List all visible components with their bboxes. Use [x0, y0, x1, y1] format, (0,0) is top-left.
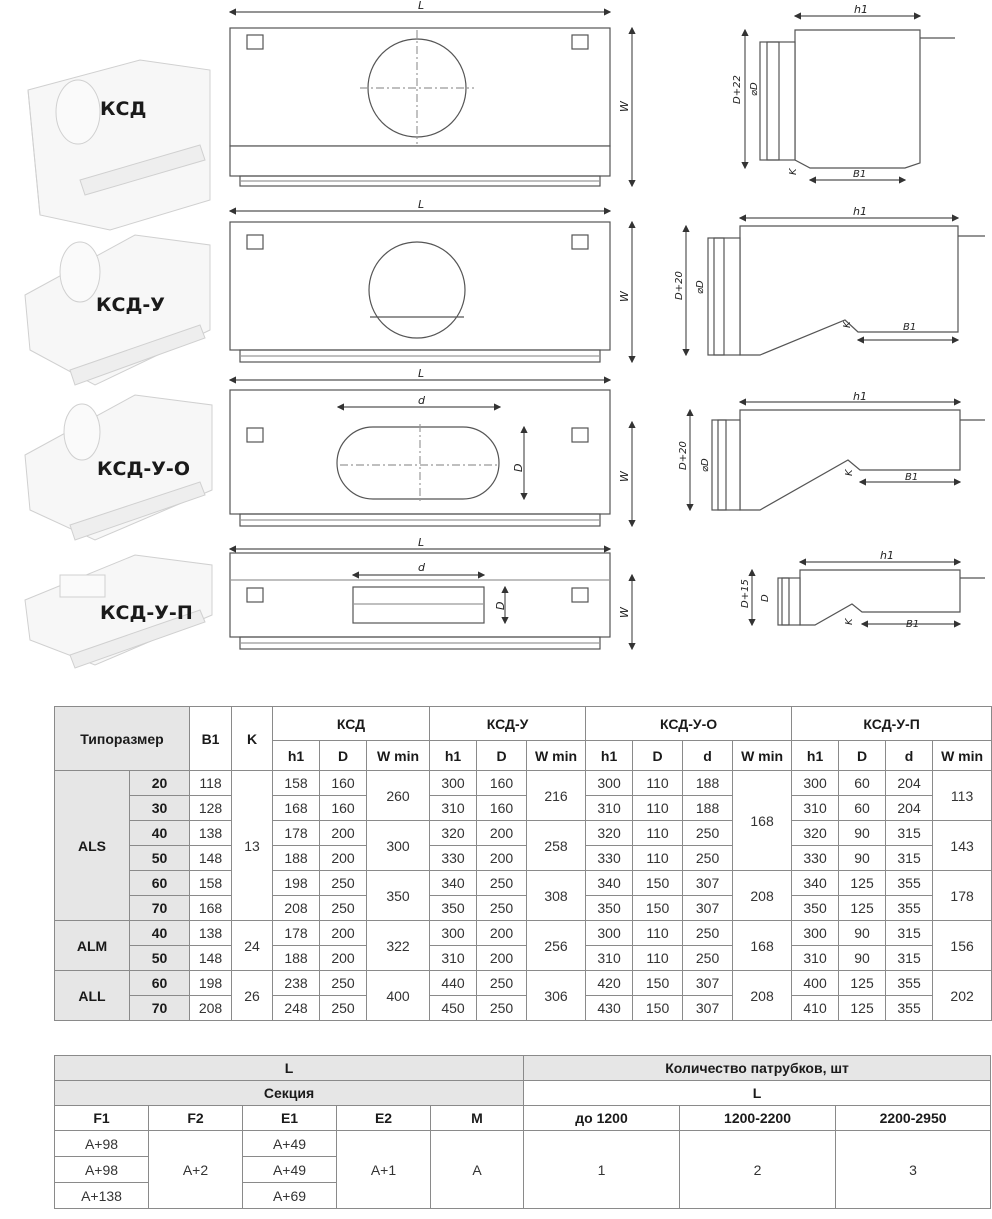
subheader: D — [477, 741, 527, 771]
section-header-L: L — [55, 1056, 524, 1081]
p-h1-cell: 310 — [792, 946, 839, 971]
p-d-cell: 90 — [839, 821, 886, 846]
p-h1-cell: 340 — [792, 871, 839, 896]
ksd-u-p-d-label: d — [418, 561, 425, 574]
ksd-d-cell: 200 — [320, 921, 367, 946]
ksd-u-p-L-label: L — [418, 536, 425, 549]
o-wmin-cell: 168 — [733, 921, 792, 971]
ksd-u-o-Dplus-label: D+20 — [678, 441, 689, 470]
u-h1-cell: 300 — [430, 921, 477, 946]
e1-cell: A+69 — [243, 1183, 337, 1209]
ksd-u-p-side-view — [752, 562, 985, 625]
ksd-u-top-view — [230, 211, 632, 362]
size-cell: 70 — [130, 996, 190, 1021]
series-cell: ALL — [55, 971, 130, 1021]
ksd-B1-label: B1 — [853, 169, 867, 180]
u-wmin-cell: 308 — [527, 871, 586, 921]
section-table — [54, 1055, 991, 1209]
size-cell: 50 — [130, 946, 190, 971]
o-dd-cell: 307 — [683, 871, 733, 896]
header-k: K — [232, 707, 273, 771]
ksd-u-p-D-label: D — [494, 601, 507, 610]
col-e2: E2 — [337, 1106, 431, 1131]
subheader: D — [320, 741, 367, 771]
series-cell: ALM — [55, 921, 130, 971]
count-cell: 1 — [524, 1131, 680, 1209]
table-row — [55, 996, 992, 1021]
p-h1-cell: 310 — [792, 796, 839, 821]
ksd-h1-cell: 188 — [273, 846, 320, 871]
size-cell: 20 — [130, 771, 190, 796]
o-h1-cell: 300 — [586, 771, 633, 796]
o-h1-cell: 300 — [586, 921, 633, 946]
o-h1-cell: 310 — [586, 946, 633, 971]
f1-cell: A+98 — [55, 1157, 149, 1183]
header-group-ksd-u: КСД-У — [430, 707, 586, 741]
ksd-u-p-Dplus-label: D+15 — [740, 579, 751, 608]
p-dd-cell: 204 — [886, 796, 933, 821]
product-label-ksd-u-p: КСД-У-П — [100, 602, 193, 624]
o-h1-cell: 330 — [586, 846, 633, 871]
ksd-h1-cell: 188 — [273, 946, 320, 971]
ksd-u-L-label: L — [418, 198, 425, 211]
ksd-L-label: L — [418, 0, 425, 12]
subheader: h1 — [430, 741, 477, 771]
b1-cell: 168 — [190, 896, 232, 921]
o-h1-cell: 350 — [586, 896, 633, 921]
u-h1-cell: 310 — [430, 946, 477, 971]
table-row — [55, 821, 992, 846]
u-h1-cell: 320 — [430, 821, 477, 846]
p-d-cell: 125 — [839, 971, 886, 996]
o-h1-cell: 320 — [586, 821, 633, 846]
ksd-u-o-W-label: W — [618, 471, 631, 482]
b1-cell: 128 — [190, 796, 232, 821]
u-wmin-cell: 306 — [527, 971, 586, 1021]
k-cell: 26 — [232, 971, 273, 1021]
subheader: h1 — [586, 741, 633, 771]
ksd-d-cell: 160 — [320, 771, 367, 796]
ksd-d-cell: 200 — [320, 846, 367, 871]
o-d-cell: 110 — [633, 771, 683, 796]
p-d-cell: 90 — [839, 921, 886, 946]
ksd-wmin-cell: 260 — [367, 771, 430, 821]
u-h1-cell: 440 — [430, 971, 477, 996]
p-wmin-cell: 178 — [933, 871, 992, 921]
ksd-u-o-B1-label: B1 — [905, 472, 919, 483]
o-dd-cell: 250 — [683, 846, 733, 871]
ksd-u-h1-label: h1 — [853, 205, 867, 218]
u-d-cell: 160 — [477, 771, 527, 796]
size-cell: 60 — [130, 871, 190, 896]
table-row — [55, 796, 992, 821]
p-h1-cell: 300 — [792, 921, 839, 946]
o-wmin-cell: 168 — [733, 771, 792, 871]
u-h1-cell: 330 — [430, 846, 477, 871]
p-d-cell: 60 — [839, 771, 886, 796]
o-d-cell: 110 — [633, 921, 683, 946]
ksd-side-view — [745, 16, 955, 180]
p-d-cell: 125 — [839, 871, 886, 896]
u-wmin-cell: 258 — [527, 821, 586, 871]
col-f2: F2 — [149, 1106, 243, 1131]
subheader: D — [633, 741, 683, 771]
ksd-u-o-D-label: D — [512, 463, 525, 472]
size-cell: 30 — [130, 796, 190, 821]
o-d-cell: 110 — [633, 946, 683, 971]
col-m: M — [431, 1106, 524, 1131]
ksd-u-o-phiD-label: ⌀D — [700, 458, 711, 472]
ksd-u-side-view — [686, 218, 985, 355]
p-wmin-cell: 202 — [933, 971, 992, 1021]
b1-cell: 148 — [190, 946, 232, 971]
e1-cell: A+49 — [243, 1131, 337, 1157]
ksd-wmin-cell: 300 — [367, 821, 430, 871]
p-d-cell: 60 — [839, 796, 886, 821]
ksd-u-o-top-view — [230, 380, 632, 526]
table-row — [55, 921, 992, 946]
ksd-wmin-cell: 322 — [367, 921, 430, 971]
ksd-u-K-label: K — [842, 321, 853, 328]
p-h1-cell: 330 — [792, 846, 839, 871]
col-f1: F1 — [55, 1106, 149, 1131]
e1-cell: A+49 — [243, 1157, 337, 1183]
o-d-cell: 150 — [633, 896, 683, 921]
ksd-d-cell: 250 — [320, 971, 367, 996]
ksd-u-p-phiD-label: D — [760, 594, 771, 602]
header-group-ksd: КСД — [273, 707, 430, 741]
ksd-W-label: W — [618, 101, 631, 112]
product-label-ksd-u-o: КСД-У-О — [97, 458, 190, 480]
p-dd-cell: 355 — [886, 896, 933, 921]
ksd-h1-cell: 178 — [273, 921, 320, 946]
ksd-h1-cell: 208 — [273, 896, 320, 921]
ksd-u-W-label: W — [618, 291, 631, 302]
ksd-h1-cell: 178 — [273, 821, 320, 846]
o-dd-cell: 307 — [683, 896, 733, 921]
count-header-L: L — [524, 1081, 991, 1106]
subheader: d — [886, 741, 933, 771]
u-d-cell: 250 — [477, 996, 527, 1021]
subheader: h1 — [792, 741, 839, 771]
p-d-cell: 90 — [839, 946, 886, 971]
ksd-u-o-L-label: L — [418, 367, 425, 380]
f1-cell: A+98 — [55, 1131, 149, 1157]
ksd-3d-sketch — [28, 60, 210, 230]
u-h1-cell: 340 — [430, 871, 477, 896]
o-dd-cell: 307 — [683, 971, 733, 996]
p-d-cell: 90 — [839, 846, 886, 871]
p-d-cell: 125 — [839, 996, 886, 1021]
o-d-cell: 110 — [633, 821, 683, 846]
ksd-u-Dplus-label: D+20 — [674, 271, 685, 300]
o-h1-cell: 340 — [586, 871, 633, 896]
o-dd-cell: 250 — [683, 921, 733, 946]
ksd-u-p-h1-label: h1 — [880, 549, 894, 562]
o-d-cell: 150 — [633, 971, 683, 996]
table-row — [55, 871, 992, 896]
b1-cell: 158 — [190, 871, 232, 896]
b1-cell: 138 — [190, 821, 232, 846]
ksd-d-cell: 200 — [320, 821, 367, 846]
header-typesize: Типоразмер — [55, 707, 190, 771]
count-cell: 3 — [836, 1131, 991, 1209]
u-d-cell: 200 — [477, 946, 527, 971]
ksd-h1-label: h1 — [854, 3, 868, 16]
table-row — [55, 846, 992, 871]
ksd-u-o-K-label: K — [844, 469, 855, 476]
ksd-d-cell: 250 — [320, 871, 367, 896]
o-d-cell: 110 — [633, 796, 683, 821]
range-2: 1200-2200 — [680, 1106, 836, 1131]
header-group-ksd-u-o: КСД-У-О — [586, 707, 792, 741]
p-wmin-cell: 113 — [933, 771, 992, 821]
ksd-u-p-B1-label: B1 — [906, 619, 920, 630]
header-b1: B1 — [190, 707, 232, 771]
range-1: до 1200 — [524, 1106, 680, 1131]
o-dd-cell: 250 — [683, 821, 733, 846]
ksd-u-o-h1-label: h1 — [853, 390, 867, 403]
f1-cell: A+138 — [55, 1183, 149, 1209]
o-dd-cell: 307 — [683, 996, 733, 1021]
p-dd-cell: 315 — [886, 821, 933, 846]
count-cell: 2 — [680, 1131, 836, 1209]
p-dd-cell: 355 — [886, 996, 933, 1021]
u-wmin-cell: 256 — [527, 921, 586, 971]
size-cell: 40 — [130, 921, 190, 946]
u-h1-cell: 310 — [430, 796, 477, 821]
ksd-phiD-label: ⌀D — [749, 82, 760, 96]
e2-cell: A+1 — [337, 1131, 431, 1209]
o-h1-cell: 420 — [586, 971, 633, 996]
table-row — [55, 971, 992, 996]
o-d-cell: 110 — [633, 846, 683, 871]
ksd-h1-cell: 198 — [273, 871, 320, 896]
b1-cell: 138 — [190, 921, 232, 946]
ksd-u-p-K-label: K — [844, 618, 855, 625]
table-row — [55, 771, 992, 796]
ksd-u-p-W-label: W — [618, 607, 631, 618]
ksd-wmin-cell: 350 — [367, 871, 430, 921]
u-h1-cell: 350 — [430, 896, 477, 921]
range-3: 2200-2950 — [836, 1106, 991, 1131]
u-d-cell: 200 — [477, 846, 527, 871]
p-h1-cell: 410 — [792, 996, 839, 1021]
subheader: W min — [933, 741, 992, 771]
ksd-h1-cell: 248 — [273, 996, 320, 1021]
p-h1-cell: 300 — [792, 771, 839, 796]
table-row — [55, 946, 992, 971]
ksd-K-label: K — [788, 168, 799, 175]
ksd-d-cell: 250 — [320, 896, 367, 921]
ksd-h1-cell: 238 — [273, 971, 320, 996]
p-dd-cell: 355 — [886, 871, 933, 896]
u-d-cell: 200 — [477, 821, 527, 846]
f2-cell: A+2 — [149, 1131, 243, 1209]
m-cell: A — [431, 1131, 524, 1209]
p-d-cell: 125 — [839, 896, 886, 921]
ksd-Dplus-label: D+22 — [732, 75, 743, 104]
k-cell: 13 — [232, 771, 273, 921]
u-d-cell: 160 — [477, 796, 527, 821]
ksd-u-phiD-label: ⌀D — [695, 280, 706, 294]
size-cell: 40 — [130, 821, 190, 846]
ksd-u-B1-label: B1 — [903, 322, 917, 333]
o-d-cell: 150 — [633, 871, 683, 896]
p-h1-cell: 400 — [792, 971, 839, 996]
u-d-cell: 250 — [477, 896, 527, 921]
u-d-cell: 250 — [477, 971, 527, 996]
p-dd-cell: 315 — [886, 921, 933, 946]
header-group-ksd-u-p: КСД-У-П — [792, 707, 992, 741]
ksd-u-o-d-label: d — [418, 394, 425, 407]
b1-cell: 198 — [190, 971, 232, 996]
ksd-d-cell: 200 — [320, 946, 367, 971]
ksd-h1-cell: 158 — [273, 771, 320, 796]
o-dd-cell: 188 — [683, 771, 733, 796]
u-h1-cell: 450 — [430, 996, 477, 1021]
u-d-cell: 200 — [477, 921, 527, 946]
ksd-wmin-cell: 400 — [367, 971, 430, 1021]
ksd-d-cell: 160 — [320, 796, 367, 821]
p-h1-cell: 320 — [792, 821, 839, 846]
p-wmin-cell: 156 — [933, 921, 992, 971]
subheader: d — [683, 741, 733, 771]
ksd-d-cell: 250 — [320, 996, 367, 1021]
ksd-h1-cell: 168 — [273, 796, 320, 821]
subheader: W min — [527, 741, 586, 771]
o-h1-cell: 310 — [586, 796, 633, 821]
size-cell: 70 — [130, 896, 190, 921]
ksd-u-o-side-view — [690, 402, 985, 510]
dimensions-table-body — [55, 771, 992, 1021]
u-d-cell: 250 — [477, 871, 527, 896]
b1-cell: 208 — [190, 996, 232, 1021]
dimensions-table — [54, 706, 992, 1021]
ksd-top-view — [230, 12, 632, 186]
p-h1-cell: 350 — [792, 896, 839, 921]
b1-cell: 148 — [190, 846, 232, 871]
section-header: Секция — [55, 1081, 524, 1106]
size-cell: 50 — [130, 846, 190, 871]
product-label-ksd: КСД — [100, 98, 147, 120]
table-row — [55, 896, 992, 921]
subheader: W min — [367, 741, 430, 771]
u-wmin-cell: 216 — [527, 771, 586, 821]
k-cell: 24 — [232, 921, 273, 971]
product-label-ksd-u: КСД-У — [96, 294, 165, 316]
series-cell: ALS — [55, 771, 130, 921]
p-dd-cell: 355 — [886, 971, 933, 996]
col-e1: E1 — [243, 1106, 337, 1131]
o-wmin-cell: 208 — [733, 971, 792, 1021]
o-dd-cell: 250 — [683, 946, 733, 971]
subheader: D — [839, 741, 886, 771]
u-h1-cell: 300 — [430, 771, 477, 796]
subheader: W min — [733, 741, 792, 771]
p-dd-cell: 315 — [886, 946, 933, 971]
o-d-cell: 150 — [633, 996, 683, 1021]
o-dd-cell: 188 — [683, 796, 733, 821]
subheader: h1 — [273, 741, 320, 771]
ksd-u-p-top-view — [230, 549, 632, 649]
size-cell: 60 — [130, 971, 190, 996]
b1-cell: 118 — [190, 771, 232, 796]
p-wmin-cell: 143 — [933, 821, 992, 871]
o-h1-cell: 430 — [586, 996, 633, 1021]
count-header: Количество патрубков, шт — [524, 1056, 991, 1081]
o-wmin-cell: 208 — [733, 871, 792, 921]
p-dd-cell: 204 — [886, 771, 933, 796]
p-dd-cell: 315 — [886, 846, 933, 871]
